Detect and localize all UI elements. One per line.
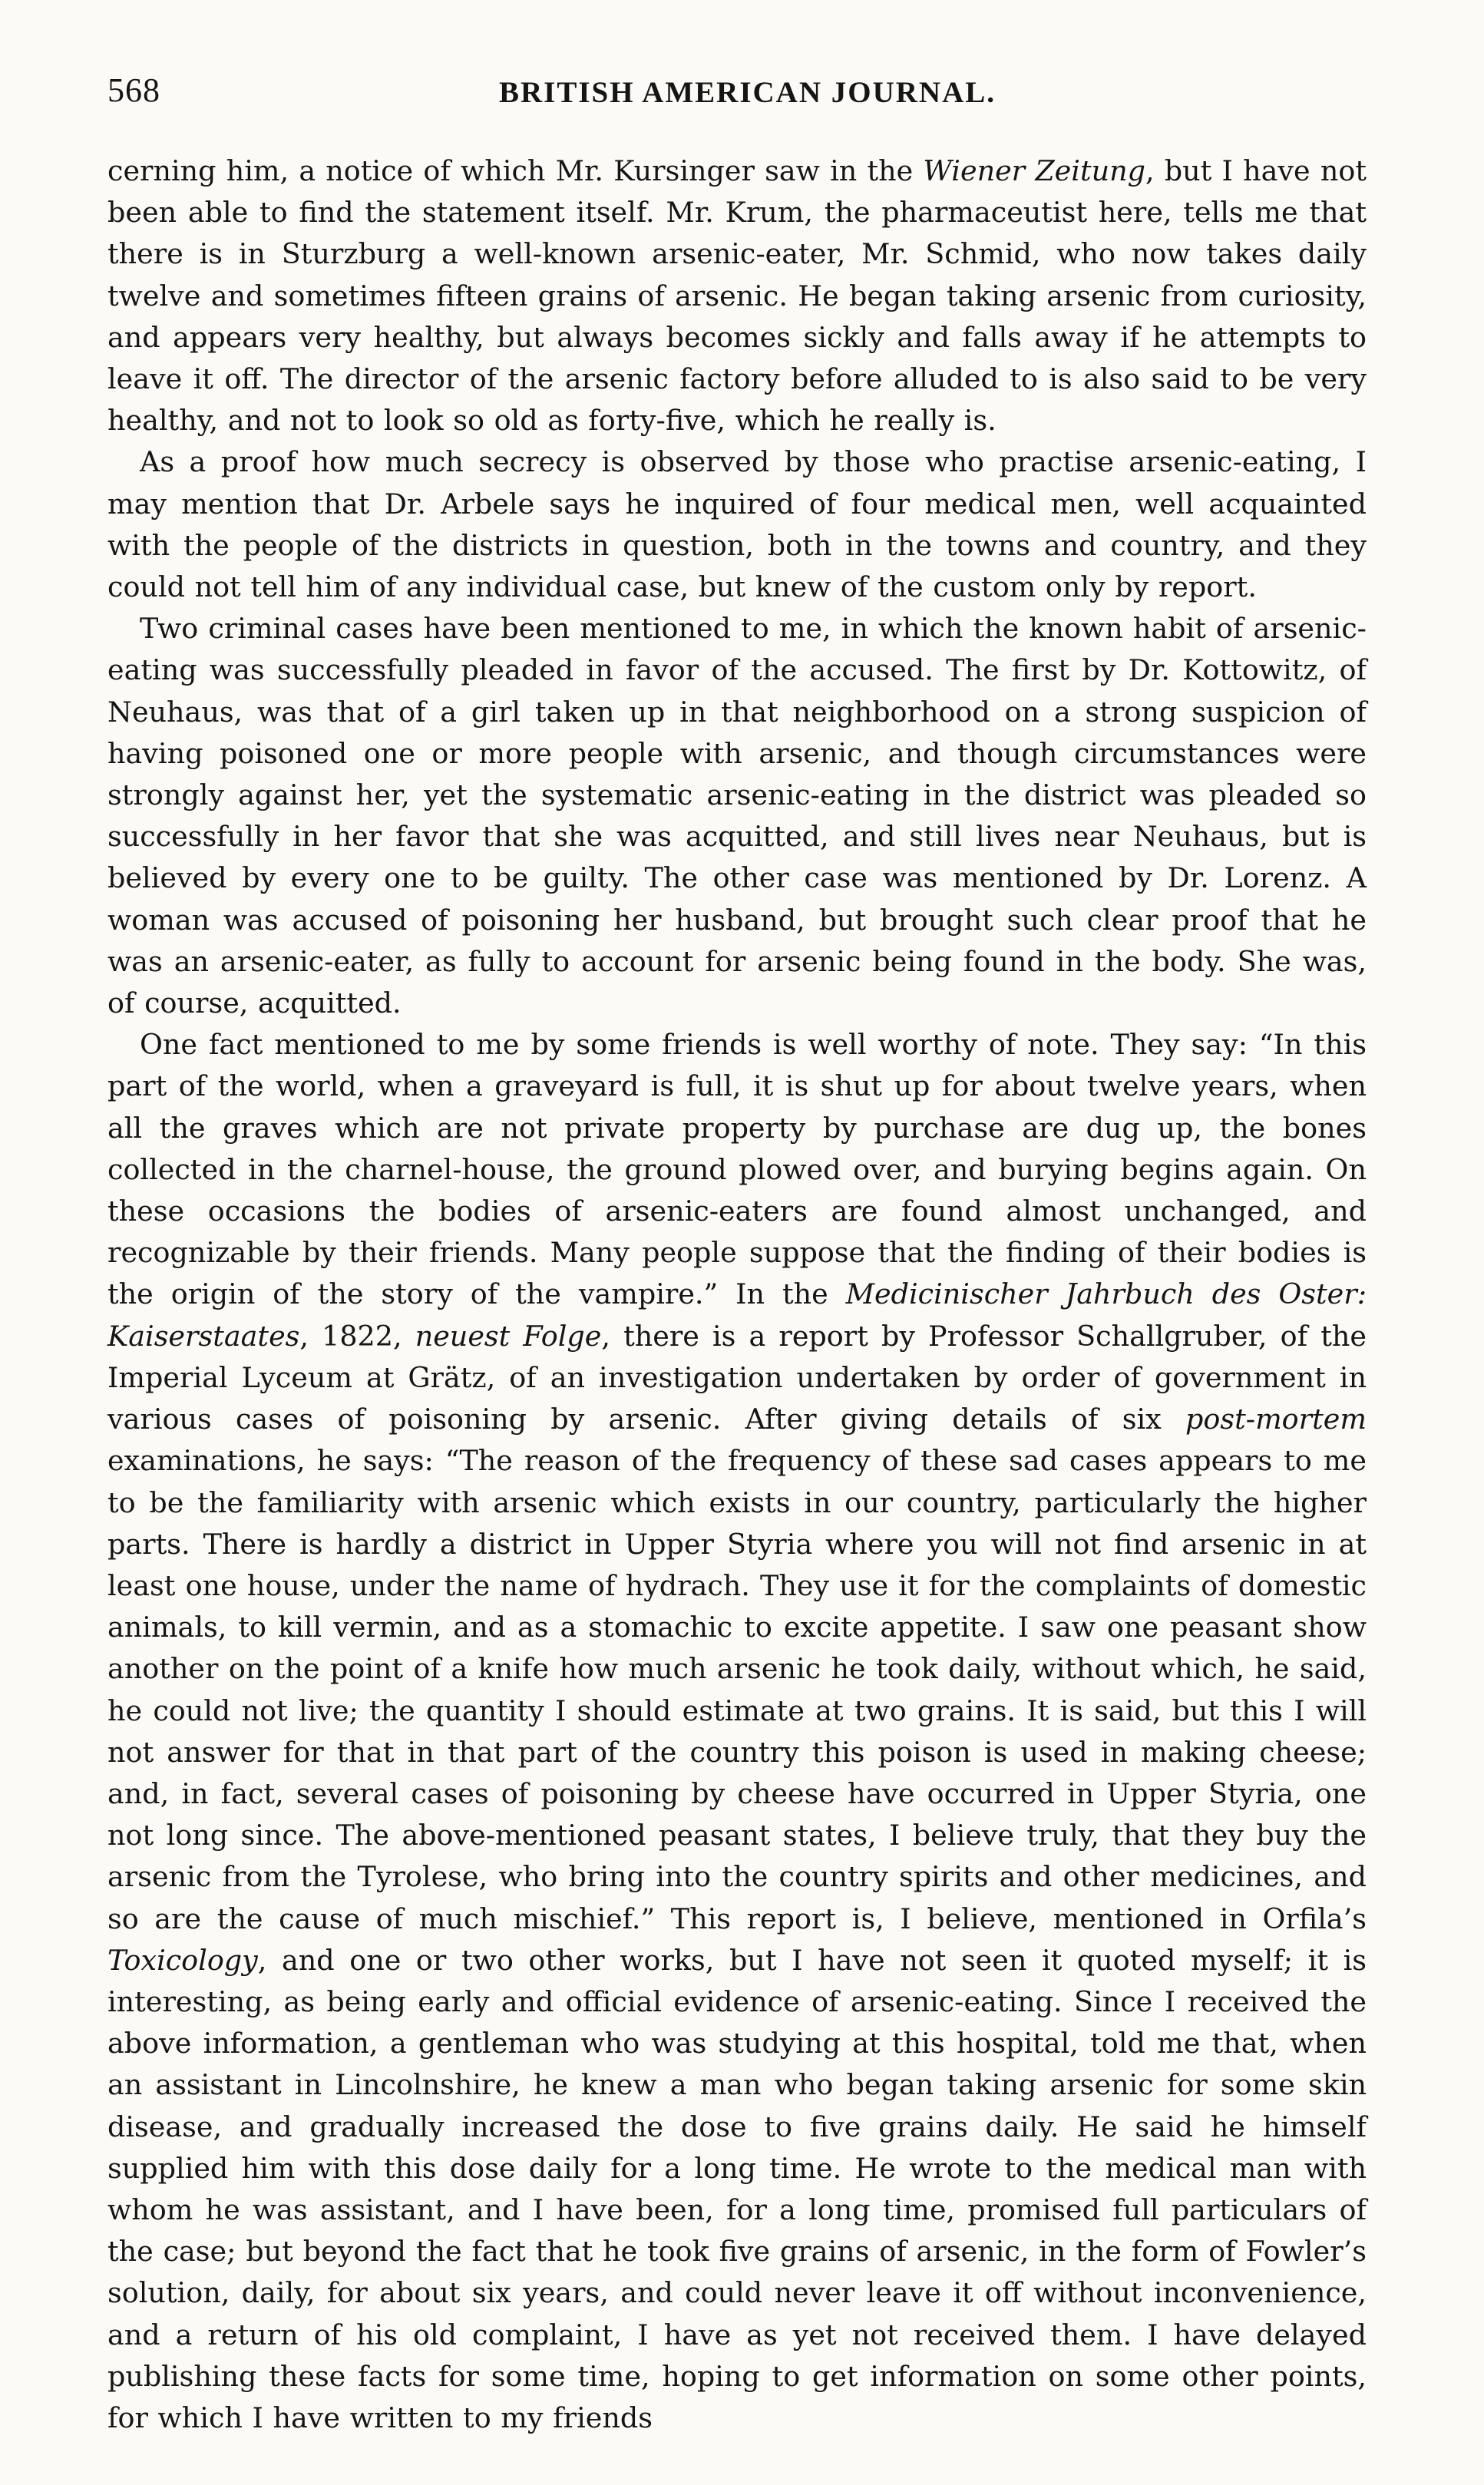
paragraph-text: Two criminal cases have been mentioned to me, in which the known habit of arsenic-eating was successfully pleaded in favor of the accused. The first by Dr. Kottowitz, of Neuhaus, was that of a girl taken up in that neighborhood on a strong suspicion of having poisoned one or more people with arsenic, and though circumstances were strongly against her, yet the systematic arsenic-eating in the district was pleaded so successfully in her favor that she was acquitted, and still lives near Neuhaus, but is believed by every one to be guilty. The other case was mentioned by Dr. Lorenz. A woman was accused of poisoning her husband, but brought such clear proof that he was an arsenic-eater, as fully to account for arsenic being found in the body. She was, of course, acquitted.: [107, 612, 1367, 1020]
paragraph-text: examinations, he says: “The reason of the frequency of these sad cases appears to me to be the familiarity with arsenic which exists in our country, particularly the higher parts. There is hardly a district in Upper Styria where you will not find arsenic in at least one house, under the name of hydrach. They use it for the complaints of domestic animals, to kill vermin, and as a stomachic to excite appetite. I saw one peasant show another on the point of a knife how much arsenic he took daily, without which, he said, he could not live; the quantity I should estimate at two grains. It is said, but this I will not answer for that in that part of the country this poison is used in making cheese; and, in fact, several cases of poisoning by cheese have occurred in Upper Styria, one not long since. The above-mentioned peasant states, I believe truly, that they buy the arsenic from the Tyrolese, who bring into the country spirits and other medicines, and so are the cause of much mischief.” This report is, I believe, mentioned in Orfila’s: [107, 1444, 1367, 1935]
book-title: Toxicology: [107, 1943, 258, 1977]
paragraph-4: [107, 1024, 1367, 2439]
paragraph-2: [107, 441, 1367, 608]
article-body: [107, 150, 1367, 2439]
paragraph-text: cerning him, a notice of which Mr. Kursinger saw in the: [107, 154, 924, 187]
paragraph-text: , and one or two other works, but I have not seen it quoted myself; it is interesting, as being early and official evidence of arsenic-eating. Since I received the above information, a gentleman who was studying at this hospital, told me that, when an assistant in Lincolnshire, he knew a man who began taking arsenic for some skin disease, and gradually increased the dose to five grains daily. He said he himself supplied him with this dose daily for a long time. He wrote to the medical man with whom he was assistant, and I have been, for a long time, promised full particulars of the case; but beyond the fact that he took five grains of arsenic, in the form of Fowler’s solution, daily, for about six years, and could never leave it off without inconvenience, and a return of his old complaint, I have as yet not received them. I have delayed publishing these facts for some time, hoping to get information on some other points, for which I have written to my friends: [107, 1943, 1367, 2434]
paragraph-text: As a proof how much secrecy is observed by those who practise arsenic-eating, I may mention that Dr. Arbele says he inquired of four medical men, well acquainted with the people of the districts in question, both in the towns and country, and they could not tell him of any individual case, but knew of the custom only by report.: [107, 445, 1367, 604]
latin-term: post-mortem: [1185, 1403, 1367, 1436]
paragraph-1: [107, 150, 1367, 441]
series-title: neuest Folge: [415, 1319, 602, 1353]
paragraph-3: [107, 608, 1367, 1024]
paragraph-text: , 1822,: [299, 1319, 415, 1353]
page-number: 568: [107, 71, 160, 109]
running-head: BRITISH AMERICAN JOURNAL.: [499, 76, 996, 109]
periodical-title: Medicinischer Jahrbuch des Oster: Kaiserstaates: [107, 1277, 1367, 1353]
paragraph-text: , but I have not been able to find the statement itself. Mr. Krum, the pharmaceutist here, tells me that there is in Sturzburg a well-known arsenic-eater, Mr. Schmid, who now takes daily twelve and sometimes fifteen grains of arsenic. He began taking arsenic from curiosity, and appears very healthy, but always becomes sickly and falls away if he attempts to leave it off. The director of the arsenic factory before alluded to is also said to be very healthy, and not to look so old as forty-five, which he really is.: [107, 154, 1367, 438]
paragraph-text: , there is a report by Professor Schallgruber, of the Imperial Lyceum at Grätz, of an investigation undertaken by order of government in various cases of poisoning by arsenic. After giving details of six: [107, 1319, 1367, 1436]
periodical-title: Wiener Zeitung: [923, 154, 1146, 187]
page-header: [107, 71, 1367, 124]
paragraph-text: One fact mentioned to me by some friends is well worthy of note. They say: “In this part of the world, when a graveyard is full, it is shut up for about twelve years, when all the graves which are not private property by purchase are dug up, the bones collected in the charnel-house, the ground plowed over, and burying begins again. On these occasions the bodies of arsenic-eaters are found almost unchanged, and recognizable by their friends. Many people suppose that the finding of their bodies is the origin of the story of the vampire.” In the: [107, 1028, 1367, 1311]
